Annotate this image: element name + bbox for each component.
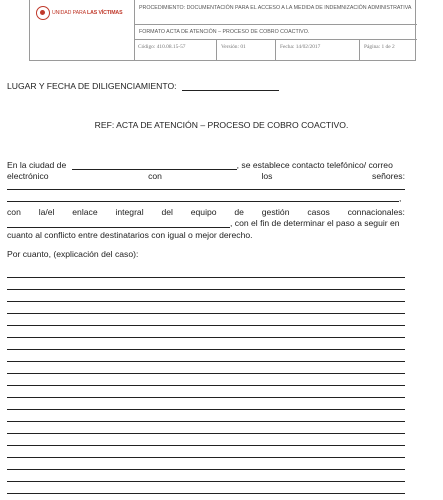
place-date-label: LUGAR Y FECHA DE DILIGENCIAMIENTO: <box>7 81 177 91</box>
seal-icon <box>36 6 50 20</box>
writing-line[interactable] <box>7 325 405 326</box>
place-date-line <box>7 81 279 91</box>
writing-line[interactable] <box>7 385 405 386</box>
names-field-line[interactable] <box>7 201 399 202</box>
writing-line[interactable] <box>7 457 405 458</box>
writing-line[interactable] <box>7 469 405 470</box>
writing-line[interactable] <box>7 433 405 434</box>
code-cell: Código: 410.08.15-57 <box>134 40 217 60</box>
city-line: En la ciudad de , se establece contacto telefónico/ correo <box>7 160 393 170</box>
date-cell: Fecha: 14/02/2017 <box>276 40 360 60</box>
enlace-name-line: , con el fin de determinar el paso a seguir en <box>7 218 400 228</box>
enlace-field[interactable] <box>7 218 230 228</box>
comma: , <box>399 193 402 203</box>
writing-line[interactable] <box>7 481 405 482</box>
city-field[interactable] <box>72 160 237 170</box>
writing-line[interactable] <box>7 289 405 290</box>
writing-line[interactable] <box>7 337 405 338</box>
writing-line[interactable] <box>7 397 405 398</box>
version-cell: Versión: 01 <box>217 40 276 60</box>
writing-line[interactable] <box>7 409 405 410</box>
logo-text: UNIDAD PARA LAS VÍCTIMAS <box>52 10 123 16</box>
writing-line[interactable] <box>7 301 405 302</box>
contact-line: electrónico con los señores: <box>7 171 405 181</box>
procedure-title: PROCEDIMIENTO: DOCUMENTACIÓN PARA EL ACCESO A LA MEDIDA DE INDEMNIZACIÓN ADMINISTRATIVA <box>134 0 417 25</box>
names-field-line[interactable] <box>7 189 405 190</box>
writing-line[interactable] <box>7 373 405 374</box>
place-date-field[interactable] <box>182 81 279 91</box>
writing-line[interactable] <box>7 313 405 314</box>
page-cell: Página: 1 de 2 <box>364 44 395 50</box>
writing-line[interactable] <box>7 421 405 422</box>
por-cuanto-label: Por cuanto, (explicación del caso): <box>7 249 139 259</box>
writing-line[interactable] <box>7 493 405 494</box>
conflict-line: cuanto al conflicto entre destinatarios con igual o mejor derecho. <box>7 230 253 240</box>
writing-line[interactable] <box>7 445 405 446</box>
ref-title: REF: ACTA DE ATENCIÓN – PROCESO DE COBRO COACTIVO. <box>94 120 349 130</box>
unidad-victimas-logo <box>36 4 128 22</box>
logo-cell <box>30 0 135 60</box>
format-title: FORMATO ACTA DE ATENCIÓN – PROCESO DE COBRO COACTIVO. <box>134 25 417 40</box>
enlace-line: con la/el enlace integral del equipo de gestión casos connacionales: <box>7 207 405 217</box>
writing-line[interactable] <box>7 277 405 278</box>
writing-line[interactable] <box>7 349 405 350</box>
document-header <box>29 0 416 61</box>
metadata-row <box>134 40 417 60</box>
writing-line[interactable] <box>7 361 405 362</box>
